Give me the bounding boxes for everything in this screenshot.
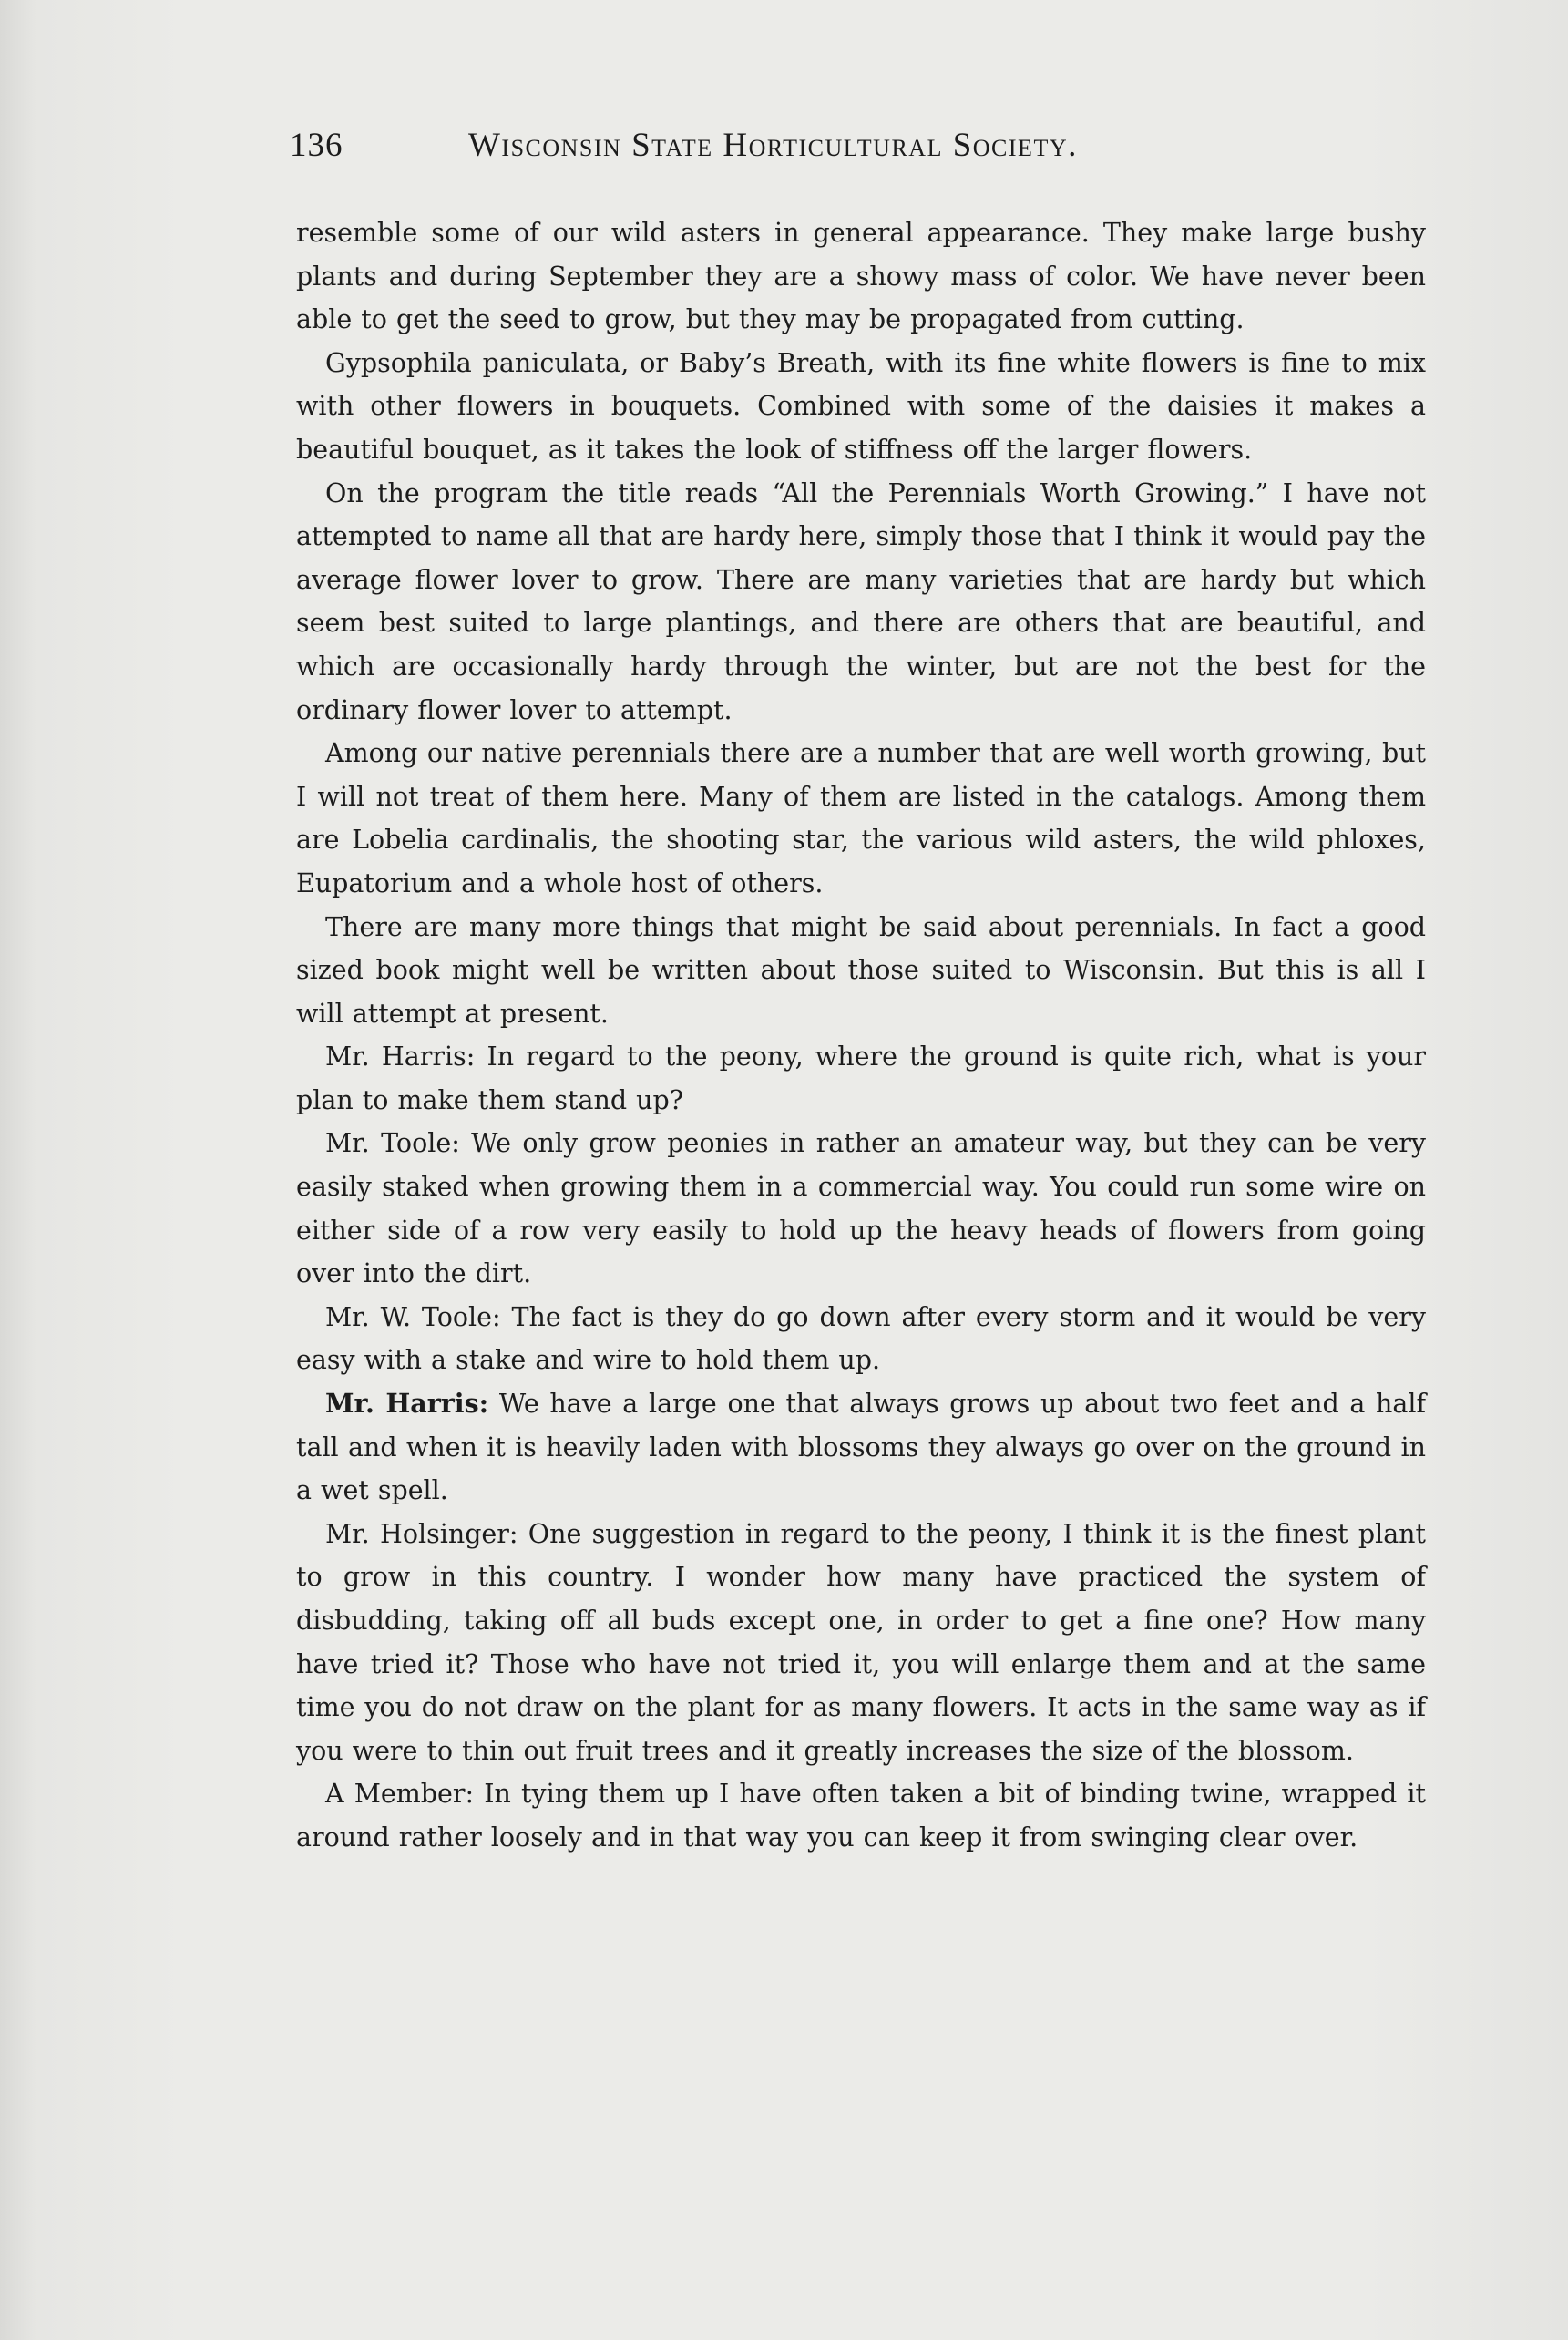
paragraph: A Member: In tying them up I have often taken a bit of binding twine, wrapped it around rather loosely and in that way you can keep it from swinging clear over. <box>296 1779 1426 1852</box>
speaker-name: Mr. Harris: <box>325 1388 489 1420</box>
paragraph: There are many more things that might be said about perennials. In fact a good sized book might well be written about those suited to Wisconsin. But this is all I will attempt at present. <box>296 911 1426 1029</box>
paragraph: Mr. Holsinger: One suggestion in regard to the peony, I think it is the finest plant to grow in this country. I wonder how many have practiced the system of disbudding, taking off all buds except one, in order to get a fine one? How many have tried it? Those who have not tried it, you will enlarge them and at the same time you do not draw on the plant for as many flowers. It acts in the same way as if you were to thin out fruit trees and it greatly increases the size of the blossom. <box>296 1518 1426 1766</box>
paragraph: On the program the title reads “All the Perennials Worth Growing.” I have not attempted to name all that are hardy here, simply those that I think it would pay the average flower lover to grow. There are many varieties that are hardy but which seem best suited to large plantings, and there are others that are beautiful, and which are occasionally hardy through the winter, but are not the best for the ordinary flower lover to attempt. <box>296 477 1426 725</box>
paragraph: Mr. Toole: We only grow peonies in rather an amateur way, but they can be very easily staked when growing them in a commercial way. You could run some wire on either side of a row very easily to hold up the heavy heads of flowers from going over into the dirt. <box>296 1128 1426 1289</box>
body-text <box>296 211 1426 1860</box>
paragraph: Among our native perennials there are a number that are well worth growing, but I will not treat of them here. Many of them are listed in the catalogs. Among them are Lobelia cardinalis, the shooting star, the various wild asters, the wild phloxes, Eupatorium and a whole host of others. <box>296 738 1426 898</box>
paragraph-harris-reply <box>296 1382 1426 1513</box>
running-title: Wisconsin State Horticultural Society. <box>468 127 1078 164</box>
paragraph: Mr. W. Toole: The fact is they do go down after every storm and it would be very easy with a stake and wire to hold them up. <box>296 1301 1426 1376</box>
paragraph: resemble some of our wild asters in general appearance. They make large bushy plants and during September they are a showy mass of color. We have never been able to get the seed to grow, but they may be propagated from cutting. <box>296 218 1426 335</box>
paragraph: Mr. Harris: In regard to the peony, where the ground is quite rich, what is your plan to make them stand up? <box>296 1042 1426 1115</box>
page-number: 136 <box>290 127 343 164</box>
running-head <box>290 126 1246 171</box>
paragraph: Gypsophila paniculata, or Baby’s Breath, with its fine white flowers is fine to mix with other flowers in bouquets. Combined with some of the daisies it makes a beautiful bouquet, as it takes the look of stiffness off the larger flowers. <box>296 347 1426 465</box>
paragraph-text: We have a large one that always grows up about two feet and a half tall and when it is heavily laden with blossoms they always go over on the ground in a wet spell. <box>296 1389 1426 1506</box>
